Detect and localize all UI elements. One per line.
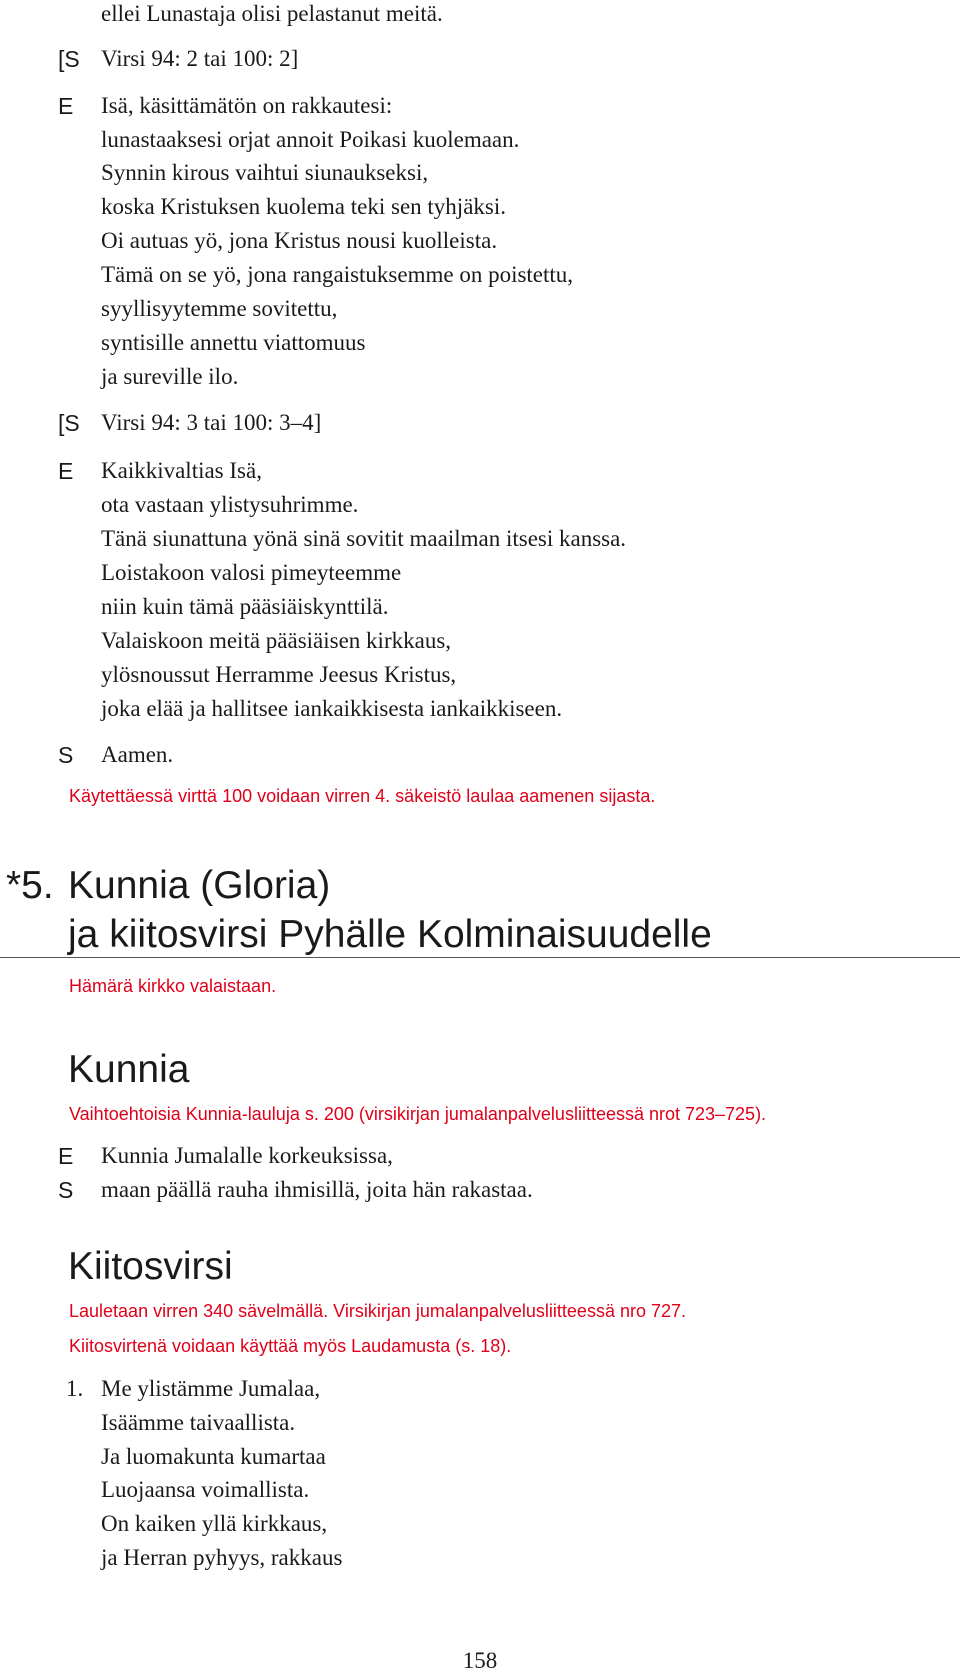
text-line <box>0 360 960 394</box>
line-text: syntisille annettu viattomuus <box>101 330 366 355</box>
line-text: Valaiskoon meitä pääsiäisen kirkkaus, <box>101 628 452 653</box>
section-divider <box>0 957 960 958</box>
hymn-line <box>0 1406 960 1440</box>
text-line <box>0 0 960 31</box>
speaker-marker: [S <box>58 46 80 72</box>
line-text: On kaiken yllä kirkkaus, <box>101 1511 328 1536</box>
line-text: Virsi 94: 3 tai 100: 3–4] <box>101 410 322 435</box>
speaker-marker: E <box>58 458 74 484</box>
text-line <box>0 156 960 190</box>
line-text: lunastaaksesi orjat annoit Poikasi kuolemaan. <box>101 127 520 152</box>
rubric-note: Kiitosvirtenä voidaan käyttää myös Laudamusta (s. 18). <box>69 1336 512 1356</box>
verse-number: 1. <box>66 1376 84 1401</box>
line-text: ja sureville ilo. <box>101 364 239 389</box>
speaker-marker: [S <box>58 410 80 436</box>
hymn-line <box>0 1440 960 1474</box>
speaker-marker: E <box>58 1143 74 1169</box>
text-line <box>0 258 960 292</box>
text-line <box>0 326 960 360</box>
text-line <box>0 556 960 590</box>
text-line <box>0 224 960 258</box>
line-text: niin kuin tämä pääsiäiskynttilä. <box>101 594 389 619</box>
section-title-line1: Kunnia (Gloria) <box>68 864 331 907</box>
text-line <box>0 692 960 726</box>
hymn-line <box>0 1372 960 1406</box>
line-text: syyllisyytemme sovitettu, <box>101 296 338 321</box>
line-text: Synnin kirous vaihtui siunaukseksi, <box>101 160 429 185</box>
hymn-reference <box>0 42 960 76</box>
line-text: Oi autuas yö, jona Kristus nousi kuolleista. <box>101 228 498 253</box>
line-text: Me ylistämme Jumalaa, <box>101 1376 321 1401</box>
hymn-line <box>0 1541 960 1575</box>
line-text: Isäämme taivaallista. <box>101 1410 296 1435</box>
line-text: ellei Lunastaja olisi pelastanut meitä. <box>101 1 443 26</box>
section-number: *5. <box>6 864 54 907</box>
subsection-heading-kiitosvirsi: Kiitosvirsi <box>68 1245 233 1288</box>
hymn-reference <box>0 406 960 440</box>
line-text: Aamen. <box>101 742 174 767</box>
text-line <box>0 123 960 157</box>
line-text: Loistakoon valosi pimeyteemme <box>101 560 402 585</box>
rubric-note: Hämärä kirkko valaistaan. <box>69 976 277 996</box>
speaker-marker: E <box>58 93 74 119</box>
text-line <box>0 1173 960 1207</box>
text-line <box>0 590 960 624</box>
text-line <box>0 1139 960 1173</box>
text-line <box>0 624 960 658</box>
line-text: maan päällä rauha ihmisillä, joita hän rakastaa. <box>101 1177 533 1202</box>
text-line <box>0 522 960 556</box>
line-text: ylösnoussut Herramme Jeesus Kristus, <box>101 662 457 687</box>
line-text: ja Herran pyhyys, rakkaus <box>101 1545 343 1570</box>
speaker-marker: S <box>58 742 74 768</box>
text-line <box>0 488 960 522</box>
line-text: koska Kristuksen kuolema teki sen tyhjäksi. <box>101 194 506 219</box>
page-number: 158 <box>462 1648 498 1673</box>
section-title-line2: ja kiitosvirsi Pyhälle Kolminaisuudelle <box>68 913 712 956</box>
text-line <box>0 89 960 123</box>
line-text: joka elää ja hallitsee iankaikkisesta iankaikkiseen. <box>101 696 563 721</box>
text-line <box>0 658 960 692</box>
text-line <box>0 454 960 488</box>
line-text: Isä, käsittämätön on rakkautesi: <box>101 93 393 118</box>
text-line <box>0 738 960 772</box>
text-line <box>0 190 960 224</box>
line-text: ota vastaan ylistysuhrimme. <box>101 492 359 517</box>
line-text: Kunnia Jumalalle korkeuksissa, <box>101 1143 393 1168</box>
text-line <box>0 292 960 326</box>
line-text: Virsi 94: 2 tai 100: 2] <box>101 46 299 71</box>
line-text: Luojaansa voimallista. <box>101 1477 310 1502</box>
rubric-note: Vaihtoehtoisia Kunnia-lauluja s. 200 (virsikirjan jumalanpalvelusliitteessä nrot 723–725). <box>69 1104 767 1124</box>
line-text: Tämä on se yö, jona rangaistuksemme on poistettu, <box>101 262 574 287</box>
line-text: Kaikkivaltias Isä, <box>101 458 262 483</box>
speaker-marker: S <box>58 1177 74 1203</box>
hymn-line <box>0 1473 960 1507</box>
subsection-heading-kunnia: Kunnia <box>68 1048 190 1091</box>
line-text: Ja luomakunta kumartaa <box>101 1444 326 1469</box>
rubric-note: Käytettäessä virttä 100 voidaan virren 4. säkeistö laulaa aamenen sijasta. <box>69 786 656 806</box>
rubric-note: Lauletaan virren 340 sävelmällä. Virsikirjan jumalanpalvelusliitteessä nro 727. <box>69 1301 687 1321</box>
line-text: Tänä siunattuna yönä sinä sovitit maailman itsesi kanssa. <box>101 526 627 551</box>
hymn-line <box>0 1507 960 1541</box>
